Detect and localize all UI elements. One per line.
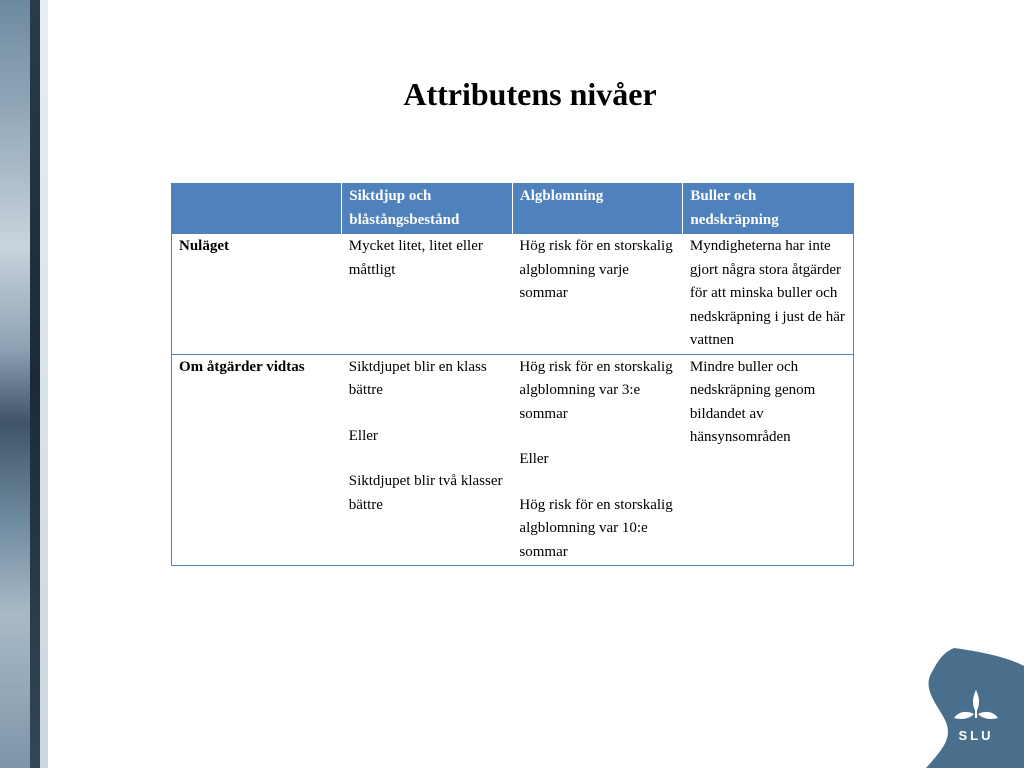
decorative-photo-strip bbox=[0, 0, 48, 768]
cell-text: Myndigheterna har inte gjort några stora åtgärder för att minska buller och nedskräpning i just de här vattnen bbox=[689, 238, 845, 348]
cell-text: Siktdjupet blir två klasser bättre bbox=[348, 473, 503, 513]
header-cell: Siktdjup och blåstångsbestånd bbox=[342, 184, 513, 234]
header-cell: Algblomning bbox=[512, 184, 682, 234]
cell-text: Hög risk för en storskalig algblomning var 10:e sommar bbox=[519, 496, 673, 560]
table-row bbox=[172, 234, 854, 355]
strip-light-edge bbox=[40, 0, 48, 768]
page-title: Attributens nivåer bbox=[403, 76, 657, 112]
cell-text: Eller bbox=[348, 427, 378, 444]
header-cell: Buller och nedskräpning bbox=[683, 184, 854, 234]
cell-text: Siktdjupet blir en klass bättre bbox=[348, 358, 487, 398]
cell-text: Mindre buller och nedskräpning genom bildandet av hänsynsområden bbox=[689, 358, 816, 445]
strip-dark-bar bbox=[30, 0, 40, 768]
cell-text: Hög risk för en storskalig algblomning var 3:e sommar bbox=[519, 358, 673, 422]
cell-text: Eller bbox=[519, 451, 549, 467]
slu-logo bbox=[914, 648, 1024, 768]
table-cell bbox=[683, 354, 854, 566]
attributes-table bbox=[171, 183, 854, 566]
row-label: Om åtgärder vidtas bbox=[179, 358, 305, 375]
cell-text: Mycket litet, litet eller måttligt bbox=[348, 238, 483, 278]
table-cell bbox=[512, 234, 682, 355]
logo-text: SLU bbox=[958, 728, 994, 743]
table-cell bbox=[342, 354, 513, 566]
table-cell bbox=[342, 234, 513, 355]
table-cell bbox=[512, 354, 682, 566]
table-row bbox=[172, 354, 854, 566]
table-cell bbox=[683, 234, 854, 355]
table-header-row bbox=[172, 184, 854, 234]
row-label: Nuläget bbox=[179, 238, 229, 254]
cell-text: Hög risk för en storskalig algblomning varje sommar bbox=[519, 238, 673, 301]
header-cell bbox=[172, 184, 342, 234]
